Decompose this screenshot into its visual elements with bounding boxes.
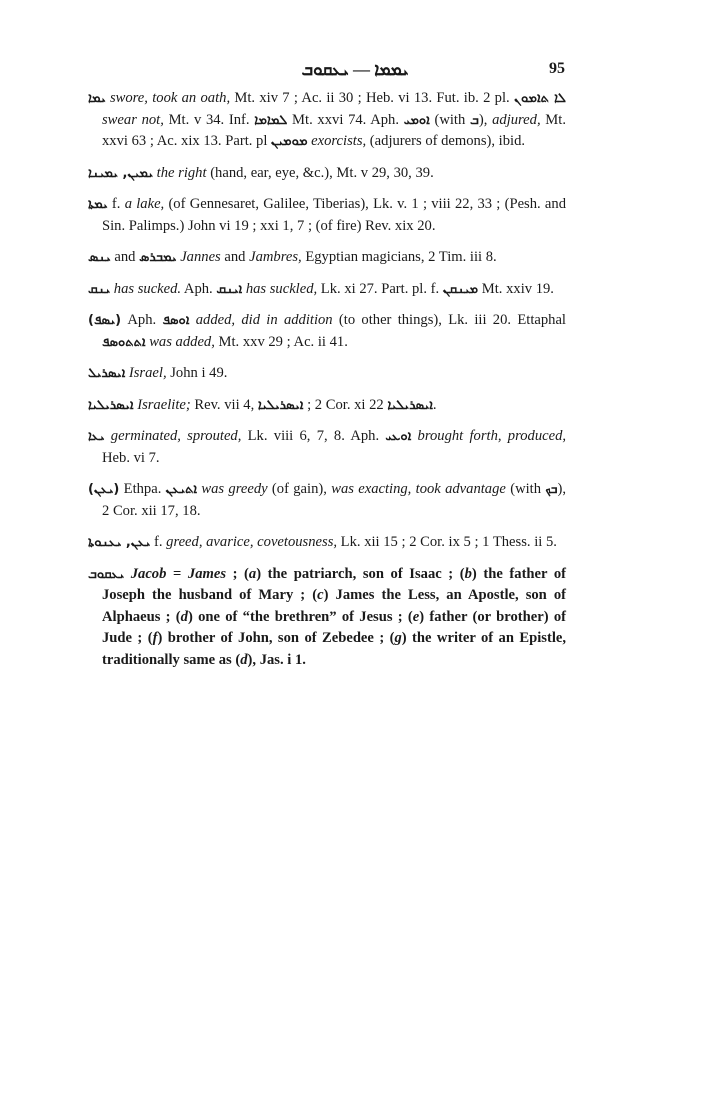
- syriac-headword: ܝܥܐ: [88, 429, 105, 444]
- syriac-headword: ܝܢܣ: [88, 250, 111, 265]
- entry-text: (adjurers of demons), ibid.: [366, 133, 526, 149]
- syriac-headword: (ܝܥܢ): [88, 482, 120, 497]
- entry-text: (to other things), Lk. iii 20. Ettaphal: [332, 312, 566, 328]
- syriac-headword: ܒ: [470, 112, 479, 128]
- entry-text: (hand, ear, eye, &c.), Mt. v 29, 30, 39.: [206, 164, 434, 181]
- lexicon-entry: [88, 363, 566, 385]
- entry-text: ),: [478, 111, 493, 128]
- gloss-italic: Israel,: [128, 365, 167, 381]
- syriac-headword: ܐܝܣܪܝܠܝܐ: [257, 397, 304, 413]
- syriac-headword: ܐܘܥܝ: [385, 429, 412, 444]
- gloss-italic: e: [412, 608, 420, 625]
- syriac-headword: ܝܡܒܪܣ: [139, 250, 177, 265]
- lexicon-entry: [88, 163, 566, 185]
- entry-text: Lk. xii 15 ; 2 Cor. ix 5 ; 1 Thess. ii 5.: [337, 534, 557, 550]
- syriac-headword: ܐܘܡܝ: [403, 112, 430, 128]
- gloss-italic: greed, avarice, covetousness,: [166, 534, 338, 550]
- gloss-italic: Jambres,: [249, 249, 302, 265]
- gloss-italic: James: [187, 565, 227, 582]
- syriac-headword: ܐܝܣܪܝܠܝܐ: [387, 397, 433, 413]
- lexicon-entry: [88, 88, 566, 153]
- entry-text: ) James the Less, an Apostle, son of Alphaeus ; (: [102, 587, 567, 625]
- gloss-italic: has suckled,: [245, 280, 318, 297]
- lexicon-entry: [88, 532, 566, 554]
- page-number: 95: [549, 60, 565, 77]
- entry-text: ; (: [226, 565, 249, 582]
- entry-text: Heb. vi 7.: [102, 449, 160, 466]
- syriac-headword: ܡܘܡܝܢ: [271, 134, 308, 149]
- gloss-italic: was added,: [149, 333, 215, 350]
- entry-text: Rev. vii 4,: [190, 396, 258, 413]
- entry-text: ), 2 Cor. xii 17, 18.: [102, 481, 566, 519]
- entry-text: ), Jas. i 1.: [247, 651, 306, 668]
- gloss-italic: was exacting, took advantage: [331, 481, 506, 497]
- gloss-italic: f: [152, 630, 158, 646]
- lexicon-entry: [88, 479, 566, 522]
- gloss-italic: was greedy: [201, 481, 268, 497]
- syriac-headword: ܝܥܢ, ܝܥܢܘܬܐ: [88, 535, 151, 550]
- entry-text: Mt. xxvi 74. Aph.: [287, 111, 404, 128]
- gloss-italic: germinated, sprouted,: [110, 428, 242, 444]
- entry-text: Mt. xxvi 63 ; Ac. xix 13. Part. pl: [102, 111, 566, 149]
- running-head: [0, 60, 710, 84]
- syriac-headword: ܐܝܣܪܝܠ: [88, 366, 126, 381]
- lexicon-entry: [88, 279, 566, 301]
- running-head-title: ܝܡܡܐ — ܝܥܩܘܒ: [301, 60, 409, 79]
- syriac-headword: ܝܡܬܐ: [88, 197, 108, 212]
- syriac-headword: ܠܡܐܡܐ: [254, 112, 288, 128]
- gloss-italic: has sucked.: [113, 280, 182, 297]
- entry-text: ) the father of Joseph the husband of Mary ; (: [102, 565, 566, 603]
- entry-text: Egyptian magicians, 2 Tim. iii 8.: [301, 249, 497, 265]
- entry-text: (of gain),: [267, 481, 332, 497]
- gloss-italic: brought forth, produced,: [417, 428, 567, 444]
- entry-text: Lk. viii 6, 7, 8. Aph.: [241, 428, 386, 444]
- gloss-italic: adjured,: [492, 111, 541, 128]
- syriac-headword: ܝܥܩܘܒ: [88, 566, 125, 582]
- gloss-italic: swear not,: [102, 111, 164, 128]
- entry-text: Ethpa.: [119, 481, 166, 497]
- entry-text: ) one of “the brethren” of Jesus ; (: [187, 608, 413, 625]
- gloss-italic: d: [240, 651, 248, 668]
- entry-text: =: [166, 565, 188, 582]
- entry-text: ) father (or brother) of Jude ; (: [102, 608, 566, 646]
- gloss-italic: exorcists,: [311, 133, 367, 149]
- lexicon-entry: [88, 426, 566, 469]
- entry-text: and: [220, 249, 250, 265]
- entry-text: (of Gennesaret, Galilee, Tiberias), Lk. v. 1 ; viii 22, 33 ; (Pesh. and Sin. Palimps.) John vi 19 ; xxi 1, 7 ; (of fire) Rev. xix 20.: [102, 196, 566, 234]
- gloss-italic: Jannes: [180, 249, 221, 265]
- entry-text: Mt. v 34. Inf.: [163, 111, 255, 128]
- syriac-headword: ܐܝܣܪܝܠܝܐ: [88, 397, 134, 413]
- syriac-headword: ܝܡܐ: [88, 91, 106, 106]
- syriac-headword: ܐܝܢܩ: [216, 281, 243, 297]
- syriac-headword: ܠܐ ܬܐܡܘܢ: [513, 91, 567, 106]
- entry-text: Mt. xiv 7 ; Ac. ii 30 ; Heb. vi 13. Fut. ib. 2 pl.: [230, 90, 514, 106]
- entry-text: (with: [429, 111, 470, 128]
- lexicon-entry: [88, 247, 566, 269]
- lexicon-entry: [88, 310, 566, 353]
- entry-text: f.: [150, 534, 167, 550]
- lexicon-entries: [88, 88, 566, 681]
- entry-text: .: [432, 396, 437, 413]
- syriac-headword: ܐܬܬܘܣܦ: [102, 334, 146, 350]
- entry-text: ) the writer of an Epistle, traditionally same as (: [102, 630, 567, 668]
- syriac-headword: (ܝܣܦ): [88, 313, 122, 328]
- gloss-italic: b: [464, 565, 472, 582]
- gloss-italic: g: [394, 630, 402, 646]
- gloss-italic: a: [248, 565, 257, 582]
- entry-text: John i 49.: [166, 365, 228, 381]
- entry-text: Aph.: [121, 312, 163, 328]
- entry-text: f.: [107, 196, 125, 212]
- syriac-headword: ܝܢܩ: [88, 281, 111, 297]
- lexicon-entry: [88, 564, 566, 672]
- entry-text: Mt. xxv 29 ; Ac. ii 41.: [214, 333, 348, 350]
- entry-text: (with: [505, 481, 546, 497]
- entry-text: ) the patriarch, son of Isaac ; (: [256, 565, 465, 582]
- gloss-italic: swore, took an oath,: [109, 90, 231, 106]
- entry-text: ) brother of John, son of Zebedee ; (: [157, 630, 395, 646]
- gloss-italic: c: [317, 587, 324, 603]
- gloss-italic: added, did in addition: [195, 312, 333, 328]
- entry-text: Aph.: [181, 280, 217, 297]
- entry-text: Mt. xxiv 19.: [478, 280, 554, 297]
- lexicon-entry: [88, 395, 566, 417]
- syriac-headword: ܝܡܝܢ, ܝܡܝܢܐ: [88, 165, 154, 181]
- syriac-headword: ܒܟ: [545, 482, 558, 497]
- entry-text: Lk. xi 27. Part. pl. f.: [317, 280, 443, 297]
- entry-text: ; 2 Cor. xi 22: [303, 396, 388, 413]
- syriac-headword: ܡܝܢܩܢ: [442, 281, 479, 297]
- gloss-italic: the right: [156, 164, 207, 181]
- lexicon-entry: [88, 194, 566, 237]
- gloss-italic: d: [180, 608, 188, 625]
- syriac-headword: ܐܘܣܦ: [162, 313, 190, 328]
- gloss-italic: a lake,: [124, 196, 165, 212]
- entry-text: [124, 566, 131, 582]
- entry-text: and: [110, 249, 140, 265]
- gloss-italic: Israelite;: [137, 396, 191, 413]
- gloss-italic: Jacob: [130, 565, 167, 582]
- syriac-headword: ܐܬܝܥܢ: [165, 482, 198, 497]
